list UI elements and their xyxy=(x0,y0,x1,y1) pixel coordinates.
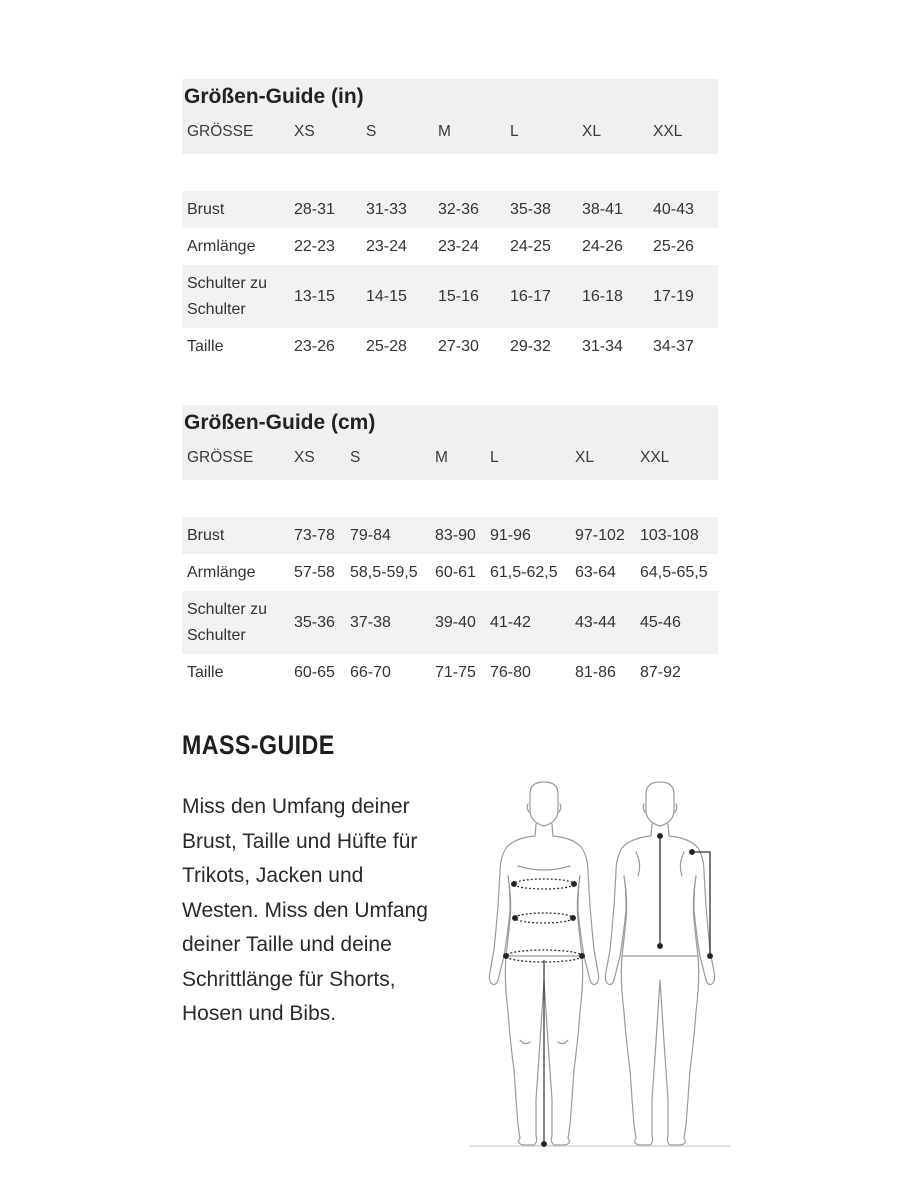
table-cell: 57-58 xyxy=(294,563,335,581)
table-cell: 63-64 xyxy=(575,563,616,581)
mass-guide-title: MASS-GUIDE xyxy=(182,730,335,760)
table-cell: 60-65 xyxy=(294,663,335,681)
table-cell: 97-102 xyxy=(575,526,625,544)
row-label-line1: Schulter zu xyxy=(187,274,268,292)
size-m: M xyxy=(438,123,451,140)
row-label-line1: Schulter zu xyxy=(187,600,268,618)
size-xs: XS xyxy=(294,449,315,466)
table-cell: 32-36 xyxy=(438,200,479,218)
table-cell: 66-70 xyxy=(350,663,391,681)
table-cell: 39-40 xyxy=(435,613,476,631)
table-cell: 22-23 xyxy=(294,237,335,255)
table-row-brust xyxy=(182,517,718,554)
table-header-band xyxy=(182,79,718,154)
table-cell: 25-26 xyxy=(653,237,694,255)
table-cell: 16-18 xyxy=(582,287,623,305)
measurement-markers xyxy=(504,834,713,1147)
table-cell: 31-33 xyxy=(366,200,407,218)
table-cell: 40-43 xyxy=(653,200,694,218)
table-cell: 61,5-62,5 xyxy=(490,563,558,581)
size-header-row xyxy=(182,123,718,147)
table-row-schulter xyxy=(182,591,718,654)
size-l: L xyxy=(490,449,499,466)
table-cell: 23-24 xyxy=(438,237,479,255)
table-header-band xyxy=(182,405,718,480)
mass-guide-text: Miss den Umfang deiner Brust, Taille und Hüfte für Trikots, Jacken und Westen. Miss den Umfang deiner Taille und deine Schrittlänge für Shorts, Hosen und Bibs. xyxy=(182,795,428,1025)
table-cell: 14-15 xyxy=(366,287,407,305)
row-label-line2: Schulter xyxy=(187,626,246,644)
table-cell: 73-78 xyxy=(294,526,335,544)
table-cell: 64,5-65,5 xyxy=(640,563,708,581)
table-cell: 35-38 xyxy=(510,200,551,218)
table-cell: 27-30 xyxy=(438,337,479,355)
size-l: L xyxy=(510,123,519,140)
table-cell: 87-92 xyxy=(640,663,681,681)
size-header-row xyxy=(182,449,718,473)
table-row-brust xyxy=(182,191,718,228)
table-row-taille xyxy=(182,654,718,691)
table-cell: 31-34 xyxy=(582,337,623,355)
table-cell: 23-26 xyxy=(294,337,335,355)
table-row-taille xyxy=(182,328,718,365)
size-s: S xyxy=(366,123,377,140)
table-cell: 24-26 xyxy=(582,237,623,255)
row-label: Brust xyxy=(187,526,225,544)
size-header-label: GRÖSSE xyxy=(187,123,254,140)
table-cell: 79-84 xyxy=(350,526,391,544)
table-cell: 91-96 xyxy=(490,526,531,544)
table-cell: 35-36 xyxy=(294,613,335,631)
table-cell: 45-46 xyxy=(640,613,681,631)
table-cell: 17-19 xyxy=(653,287,694,305)
table-row-armlaenge xyxy=(182,554,718,591)
table-cell: 29-32 xyxy=(510,337,551,355)
size-xl: XL xyxy=(582,123,601,140)
table-cell: 76-80 xyxy=(490,663,531,681)
table-cell: 103-108 xyxy=(640,526,699,544)
table-cell: 23-24 xyxy=(366,237,407,255)
row-label: Armlänge xyxy=(187,237,256,255)
table-cell: 24-25 xyxy=(510,237,551,255)
table-cell: 83-90 xyxy=(435,526,476,544)
table-row-armlaenge xyxy=(182,228,718,265)
table-cell: 15-16 xyxy=(438,287,479,305)
table-cell: 60-61 xyxy=(435,563,476,581)
size-xs: XS xyxy=(294,123,315,140)
size-s: S xyxy=(350,449,361,466)
size-guide-table-cm xyxy=(182,405,718,691)
table-row-schulter xyxy=(182,265,718,328)
table-cell: 13-15 xyxy=(294,287,335,305)
row-label-line2: Schulter xyxy=(187,300,246,318)
table-title: Größen-Guide (in) xyxy=(184,85,364,108)
body-measurement-illustration xyxy=(470,780,730,1150)
table-cell: 81-86 xyxy=(575,663,616,681)
size-xxl: XXL xyxy=(653,123,683,140)
size-xl: XL xyxy=(575,449,594,466)
row-label xyxy=(187,597,267,649)
size-header-label: GRÖSSE xyxy=(187,449,254,466)
row-label: Taille xyxy=(187,337,224,355)
size-m: M xyxy=(435,449,448,466)
table-cell: 58,5-59,5 xyxy=(350,563,418,581)
row-label: Armlänge xyxy=(187,563,256,581)
table-title: Größen-Guide (cm) xyxy=(184,411,376,434)
table-cell: 25-28 xyxy=(366,337,407,355)
table-cell: 34-37 xyxy=(653,337,694,355)
table-cell: 16-17 xyxy=(510,287,551,305)
table-cell: 28-31 xyxy=(294,200,335,218)
table-cell: 38-41 xyxy=(582,200,623,218)
row-label: Taille xyxy=(187,663,224,681)
table-cell: 43-44 xyxy=(575,613,616,631)
table-cell: 71-75 xyxy=(435,663,476,681)
row-label xyxy=(187,271,267,323)
table-cell: 41-42 xyxy=(490,613,531,631)
size-guide-table-in xyxy=(182,79,718,365)
row-label: Brust xyxy=(187,200,225,218)
size-xxl: XXL xyxy=(640,449,670,466)
table-cell: 37-38 xyxy=(350,613,391,631)
